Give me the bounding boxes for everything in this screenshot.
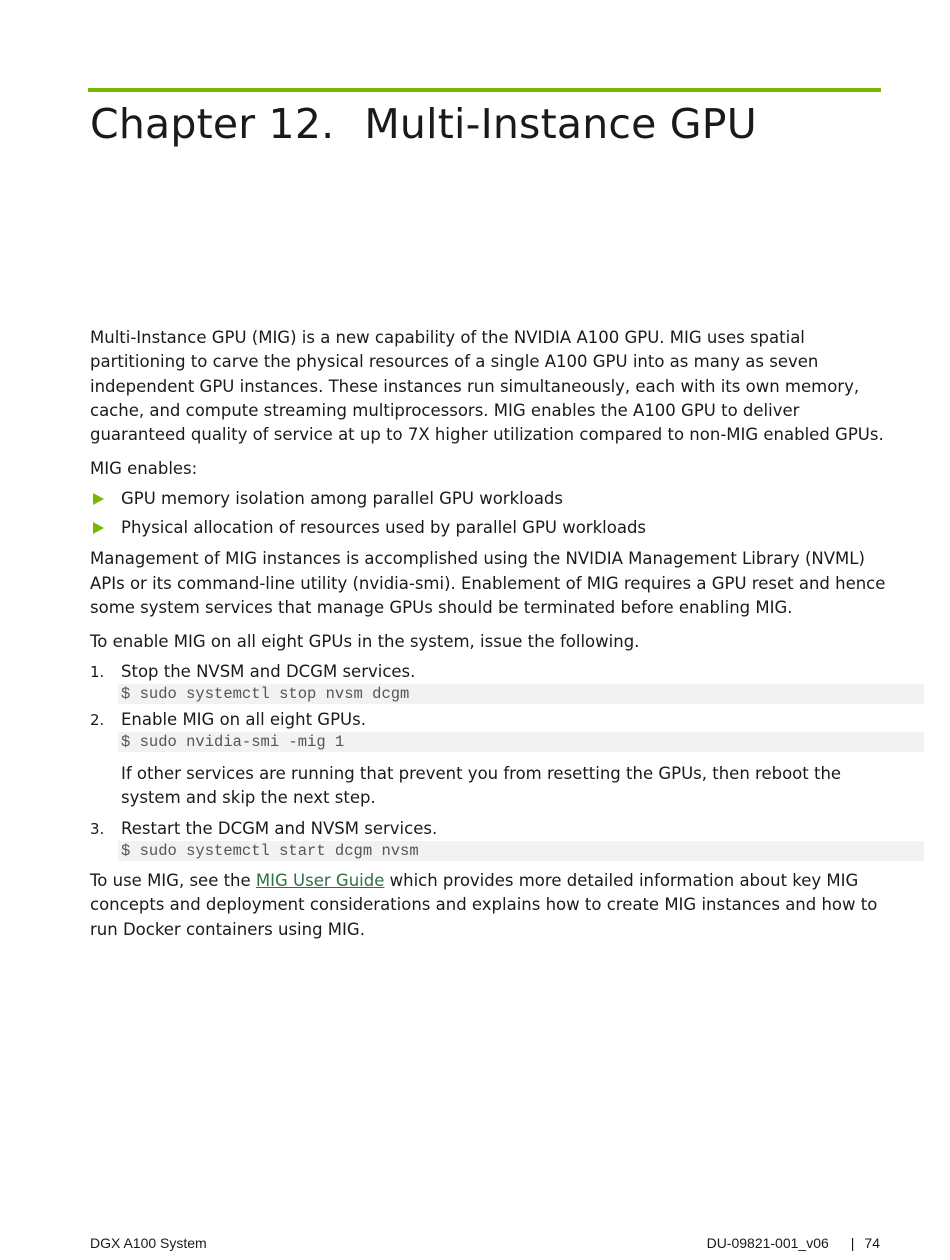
step-item	[90, 660, 890, 704]
chapter-rule	[88, 88, 881, 92]
enable-lead: To enable MIG on all eight GPUs in the system, issue the following.	[90, 632, 640, 652]
list-item	[90, 487, 890, 511]
bullet-text: Physical allocation of resources used by parallel GPU workloads	[121, 518, 647, 538]
closing-paragraph	[90, 869, 890, 942]
closing-text-before: To use MIG, see the	[90, 871, 256, 891]
step-number: 2.	[90, 710, 105, 729]
management-paragraph: Management of MIG instances is accomplished using the NVIDIA Management Library (NVML) APIs or its command-line utility (nvidia-smi). Enablement of MIG requires a GPU reset and hence some system services that manage GPUs should be terminated before enabling MIG.	[90, 549, 886, 617]
chapter-name: Multi-Instance GPU	[364, 100, 757, 148]
footer-separator: |	[850, 1235, 855, 1251]
chapter-title	[90, 98, 757, 150]
enables-lead: MIG enables:	[90, 459, 198, 479]
footer-right	[707, 1235, 880, 1251]
step-text: Enable MIG on all eight GPUs.	[121, 709, 366, 729]
mig-user-guide-link[interactable]: MIG User Guide	[255, 871, 385, 891]
chapter-body	[90, 326, 890, 952]
bullet-text: GPU memory isolation among parallel GPU workloads	[121, 488, 563, 508]
page-number: 74	[864, 1235, 880, 1251]
footer-doc-id: DU-09821-001_v06	[706, 1235, 829, 1251]
code-block[interactable]: $ sudo nvidia-smi -mig 1	[118, 732, 924, 752]
step-item	[90, 708, 890, 811]
code-block[interactable]: $ sudo systemctl stop nvsm dcgm	[118, 684, 924, 704]
step-text: Restart the DCGM and NVSM services.	[121, 818, 438, 838]
triangle-bullet-icon	[93, 522, 104, 534]
code-block[interactable]: $ sudo systemctl start dcgm nvsm	[118, 841, 924, 861]
step-text: Stop the NVSM and DCGM services.	[121, 661, 416, 681]
footer-product: DGX A100 System	[90, 1235, 207, 1251]
step-item	[90, 817, 890, 861]
mig-benefits-list	[90, 487, 890, 541]
chapter-number: Chapter 12.	[90, 100, 335, 148]
step-number: 1.	[90, 662, 105, 681]
step-note: If other services are running that prevent you from resetting the GPUs, then reboot the system and skip the next step.	[121, 764, 842, 808]
list-item	[90, 516, 890, 540]
enable-steps-list	[90, 660, 890, 861]
step-number: 3.	[90, 819, 105, 838]
triangle-bullet-icon	[93, 493, 104, 505]
intro-paragraph: Multi-Instance GPU (MIG) is a new capability of the NVIDIA A100 GPU. MIG uses spatial partitioning to carve the physical resources of a single A100 GPU into as many as seven independent GPU instances. These instances run simultaneously, each with its own memory, cache, and compute streaming multiprocessors. MIG enables the A100 GPU to deliver guaranteed quality of service at up to 7X higher utilization compared to non-MIG enabled GPUs.	[90, 328, 884, 445]
closing-text-after: which provides more detailed information about key MIG concepts and deployment considerations and explains how to create MIG instances and how to run Docker containers using MIG.	[90, 871, 878, 939]
